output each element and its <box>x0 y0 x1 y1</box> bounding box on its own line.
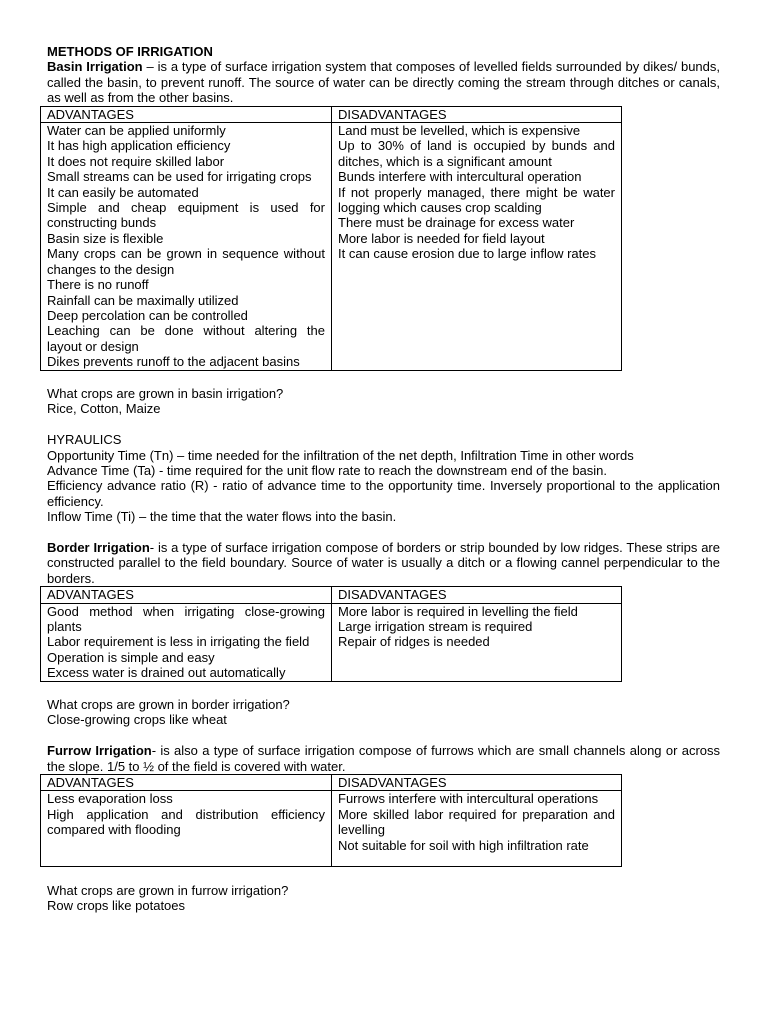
basin-advantage-item: There is no runoff <box>47 277 149 293</box>
furrow-advantage-item: Less evaporation loss <box>47 791 173 807</box>
hydraulics-line: Efficiency advance ratio (R) - ratio of advance time to the opportunity time. Inversely proportional to the application efficiency. <box>47 478 720 509</box>
basin-advantage-item: Simple and cheap equipment is used for constructing bunds <box>47 200 325 231</box>
border-advantage-item: Excess water is drained out automatically <box>47 665 286 681</box>
furrow-answer: Row crops like potatoes <box>47 898 186 914</box>
border-disadvantages-cell <box>332 603 622 681</box>
furrow-disadvantages-cell <box>332 791 622 867</box>
border-disadvantage-item: Large irrigation stream is required <box>338 618 533 634</box>
furrow-disadvantage-item: Not suitable for soil with high infiltration rate <box>338 837 589 853</box>
basin-advantage-item: Small streams can be used for irrigating crops <box>47 169 312 185</box>
border-disadvantage-item: More labor is required in levelling the field <box>338 603 578 619</box>
basin-term: Basin Irrigation <box>47 59 143 75</box>
border-advantage-item: Operation is simple and easy <box>47 649 215 665</box>
document-page <box>47 44 720 914</box>
border-intro-paragraph <box>47 540 720 586</box>
basin-advantage-item: Deep percolation can be controlled <box>47 307 248 323</box>
hydraulics-line: Advance Time (Ta) - time required for the unit flow rate to reach the downstream end of the basin. <box>47 462 608 478</box>
furrow-table-body-row <box>41 791 622 867</box>
basin-advantage-item: It can easily be automated <box>47 184 199 200</box>
hydraulics-line: Opportunity Time (Tn) – time needed for the infiltration of the net depth, Infiltration Time in other words <box>47 447 634 463</box>
basin-disadvantage-item: More labor is needed for field layout <box>338 230 545 246</box>
furrow-disadvantage-item: More skilled labor required for preparation and levelling <box>338 806 615 838</box>
border-advantage-item: Labor requirement is less in irrigating the field <box>47 634 310 650</box>
basin-intro-text: – is a type of surface irrigation system that composes of levelled fields surrounded by dikes/ bunds, called the basin, to prevent runoff. The source of water can be directly coming the stream through ditches or canals, as well as from the other basins. <box>47 59 720 106</box>
basin-advantage-item: Water can be applied uniformly <box>47 123 226 139</box>
basin-disadvantage-item: It can cause erosion due to large inflow rates <box>338 246 596 262</box>
basin-question: What crops are grown in basin irrigation? <box>47 385 284 401</box>
basin-answer: Rice, Cotton, Maize <box>47 401 161 417</box>
basin-advantage-item: It has high application efficiency <box>47 138 231 154</box>
basin-advantage-item: Many crops can be grown in sequence without changes to the design <box>47 246 325 277</box>
border-table-header-row <box>41 587 622 603</box>
border-dis-header: DISADVANTAGES <box>332 587 622 603</box>
furrow-question: What crops are grown in furrow irrigation? <box>47 882 289 898</box>
document-title: METHODS OF IRRIGATION <box>47 44 213 59</box>
basin-advantages-cell <box>41 123 332 371</box>
border-intro-text: - is a type of surface irrigation compose of borders or strip bounded by low ridges. These strips are constructed parallel to the field boundary. Source of water is usually a ditch or a flowing cannel perpendicular to the borders. <box>47 539 720 586</box>
furrow-dis-header: DISADVANTAGES <box>332 775 622 791</box>
basin-table-header-row <box>41 106 622 122</box>
hydraulics-line: Inflow Time (Ti) – the time that the water flows into the basin. <box>47 509 397 525</box>
basin-disadvantage-item: If not properly managed, there might be water logging which causes crop scalding <box>338 184 615 216</box>
basin-table <box>40 106 622 371</box>
basin-disadvantage-item: There must be drainage for excess water <box>338 215 575 231</box>
border-question: What crops are grown in border irrigation? <box>47 697 290 712</box>
basin-table-body-row <box>41 123 622 371</box>
border-advantages-cell <box>41 603 332 681</box>
basin-advantage-item: Leaching can be done without altering the layout or design <box>47 323 325 354</box>
basin-intro-paragraph <box>47 59 720 105</box>
basin-disadvantages-cell <box>332 123 622 371</box>
furrow-intro-paragraph <box>47 743 720 774</box>
border-table-body-row <box>41 603 622 681</box>
furrow-term: Furrow Irrigation <box>47 743 152 759</box>
furrow-table-header-row <box>41 775 622 791</box>
furrow-advantage-item: High application and distribution efficiency compared with flooding <box>47 806 325 838</box>
furrow-disadvantage-item: Furrows interfere with intercultural operations <box>338 791 599 807</box>
basin-advantage-item: Basin size is flexible <box>47 230 164 246</box>
border-adv-header: ADVANTAGES <box>41 587 332 603</box>
furrow-advantages-cell <box>41 791 332 867</box>
basin-advantage-item: It does not require skilled labor <box>47 153 225 169</box>
border-table <box>40 586 622 681</box>
basin-adv-header: ADVANTAGES <box>41 106 332 122</box>
basin-dis-header: DISADVANTAGES <box>332 106 622 122</box>
border-answer: Close-growing crops like wheat <box>47 712 227 728</box>
furrow-table <box>40 774 622 867</box>
basin-disadvantage-item: Land must be levelled, which is expensive <box>338 123 581 139</box>
basin-disadvantage-item: Bunds interfere with intercultural operation <box>338 169 582 185</box>
basin-disadvantage-item: Up to 30% of land is occupied by bunds and ditches, which is a significant amount <box>338 138 615 169</box>
border-disadvantage-item: Repair of ridges is needed <box>338 634 490 650</box>
hydraulics-heading: HYRAULICS <box>47 432 122 448</box>
basin-advantage-item: Rainfall can be maximally utilized <box>47 292 239 308</box>
furrow-intro-text: - is also a type of surface irrigation compose of furrows which are small channels along or across the slope. 1/5 to ½ of the field is covered with water. <box>47 743 721 774</box>
furrow-adv-header: ADVANTAGES <box>41 775 332 791</box>
border-term: Border Irrigation <box>47 539 150 555</box>
basin-advantage-item: Dikes prevents runoff to the adjacent basins <box>47 354 300 370</box>
border-advantage-item: Good method when irrigating close-growing plants <box>47 603 325 634</box>
